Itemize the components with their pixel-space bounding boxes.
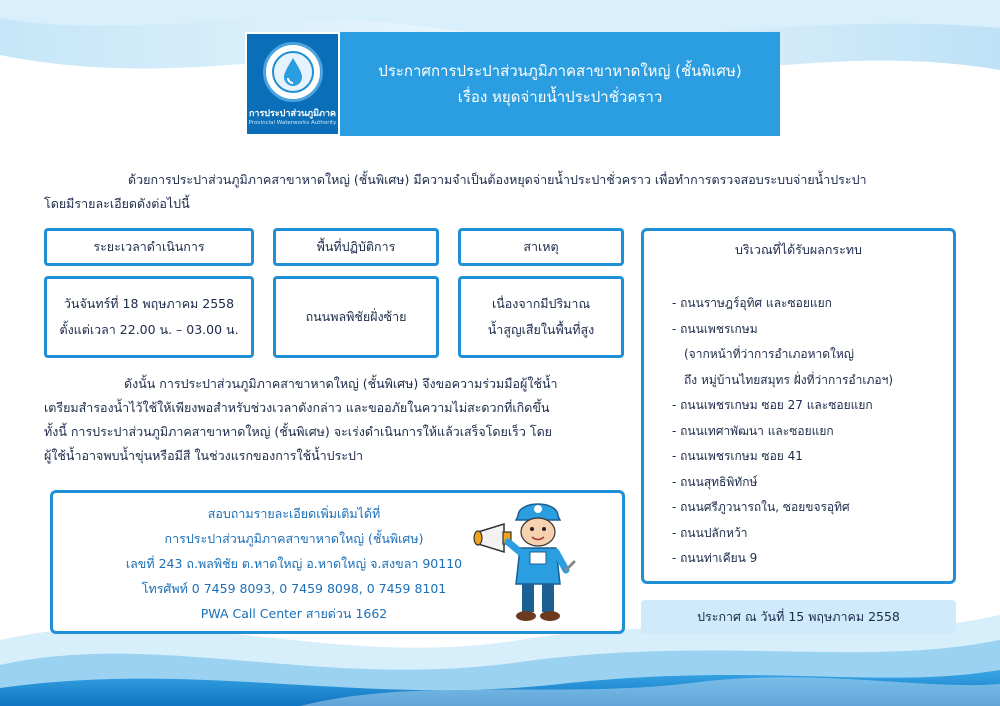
list-item: - ถนนเพชรเกษม ซอย 41 bbox=[672, 449, 803, 463]
affected-title: บริเวณที่ได้รับผลกระทบ bbox=[735, 242, 862, 257]
list-item: - ถนนท่าเคียน 9 bbox=[672, 551, 758, 565]
announcement-date bbox=[641, 600, 956, 634]
list-item: (จากหน้าที่ว่าการอำเภอหาดใหญ่ bbox=[684, 347, 855, 361]
notice-paragraph bbox=[44, 372, 626, 468]
pwa-logo bbox=[245, 32, 340, 136]
intro-line-2: โดยมีรายละเอียดดังต่อไปนี้ bbox=[44, 196, 190, 211]
notice-line-1: ดังนั้น การประปาส่วนภูมิภาคสาขาหาดใหญ่ (ชั้นพิเศษ) จึงขอความร่วมมือผู้ใช้น้ำ bbox=[124, 376, 558, 391]
announcement-date-text: ประกาศ ณ วันที่ 15 พฤษภาคม 2558 bbox=[697, 609, 900, 624]
list-item: - ถนนราษฎร์อุทิศ และซอยแยก bbox=[672, 296, 832, 310]
period-box-body bbox=[44, 276, 254, 358]
period-box-header bbox=[44, 228, 254, 266]
logo-name-english: Provincial Waterworks Authority bbox=[248, 120, 337, 126]
pwa-emblem-icon bbox=[263, 42, 323, 102]
page-title bbox=[340, 32, 780, 136]
contact-call-center: PWA Call Center สายด่วน 1662 bbox=[200, 606, 388, 621]
intro-paragraph bbox=[44, 168, 964, 216]
period-title: ระยะเวลาดำเนินการ bbox=[93, 239, 205, 254]
period-time: ตั้งแต่เวลา 22.00 น. – 03.00 น. bbox=[59, 322, 239, 337]
cause-line-1: เนื่องจากมีปริมาณ bbox=[491, 296, 591, 311]
mascot-megaphone-icon bbox=[470, 494, 580, 624]
notice-line-3: ทั้งนี้ การประปาส่วนภูมิภาคสาขาหาดใหญ่ (ชั้นพิเศษ) จะเร่งดำเนินการให้แล้วเสร็จโดยเร็ว โดย bbox=[44, 424, 553, 439]
list-item: ถึง หมู่บ้านไทยสมุทร ฝั่งที่ว่าการอำเภอฯ) bbox=[684, 372, 894, 387]
period-date: วันจันทร์ที่ 18 พฤษภาคม 2558 bbox=[63, 296, 235, 311]
list-item: - ถนนสุทธิพิทักษ์ bbox=[672, 474, 758, 489]
contact-address: เลขที่ 243 ถ.พลพิชัย ต.หาดใหญ่ อ.หาดใหญ่ จ.สงขลา 90110 bbox=[125, 556, 463, 571]
area-box-header bbox=[273, 228, 439, 266]
contact-heading: สอบถามรายละเอียดเพิ่มเติมได้ที่ bbox=[207, 506, 381, 521]
area-box-body bbox=[273, 276, 439, 358]
list-item: - ถนนศรีภูวนารถใน, ซอยขจรอุทิศ bbox=[672, 500, 850, 514]
affected-list bbox=[672, 291, 893, 572]
list-item: - ถนนปลักหว้า bbox=[672, 525, 748, 540]
title-line-2: เรื่อง หยุดจ่ายน้ำประปาชั่วคราว bbox=[457, 88, 663, 106]
list-item: - ถนนเพชรเกษม bbox=[672, 321, 758, 336]
contact-phone: โทรศัพท์ 0 7459 8093, 0 7459 8098, 0 7459 8101 bbox=[141, 581, 447, 596]
cause-box-body bbox=[458, 276, 624, 358]
intro-line-1: ด้วยการประปาส่วนภูมิภาคสาขาหาดใหญ่ (ชั้นพิเศษ) มีความจำเป็นต้องหยุดจ่ายน้ำประปาชั่วคราว เพื่อทำการตรวจสอบระบบจ่ายน้ำประปา bbox=[128, 172, 867, 187]
title-line-1: ประกาศการประปาส่วนภูมิภาคสาขาหาดใหญ่ (ชั้นพิเศษ) bbox=[378, 62, 742, 80]
notice-line-4: ผู้ใช้น้ำอาจพบน้ำขุ่นหรือมีสี ในช่วงแรกของการใช้น้ำประปา bbox=[44, 448, 363, 463]
area-value: ถนนพลพิชัยฝั่งซ้าย bbox=[305, 309, 407, 324]
list-item: - ถนนเทศาพัฒนา และซอยแยก bbox=[672, 423, 834, 438]
cause-line-2: น้ำสูญเสียในพื้นที่สูง bbox=[487, 322, 595, 337]
cause-title: สาเหตุ bbox=[523, 239, 559, 254]
cause-box-header bbox=[458, 228, 624, 266]
notice-line-2: เตรียมสำรองน้ำไว้ใช้ให้เพียงพอสำหรับช่วงเวลาดังกล่าว และขออภัยในความไม่สะดวกที่เกิดขึ้น bbox=[44, 400, 550, 415]
contact-details bbox=[89, 501, 499, 626]
affected-areas-box bbox=[641, 228, 956, 584]
contact-office: การประปาส่วนภูมิภาคสาขาหาดใหญ่ (ชั้นพิเศษ) bbox=[164, 531, 424, 546]
area-title: พื้นที่ปฏิบัติการ bbox=[316, 239, 396, 254]
logo-name-thai: การประปาส่วนภูมิภาค bbox=[248, 109, 337, 119]
list-item: - ถนนเพชรเกษม ซอย 27 และซอยแยก bbox=[672, 398, 873, 412]
